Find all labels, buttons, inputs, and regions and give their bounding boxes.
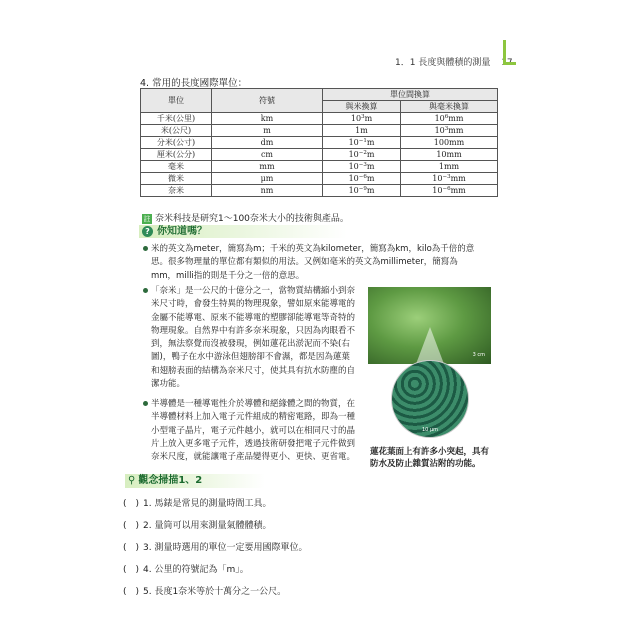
page-number: 17 [501,58,513,68]
millimeter-conversion-cell: $10^3mm$ [401,125,498,137]
chapter-title: 1．1 長度與體積的測量 [395,58,491,68]
millimeter-conversion-cell: 1mm [401,161,498,173]
question-item: ( ) 3. 測量時選用的單位一定要用國際單位。 [123,540,307,553]
symbol-cell: μm [212,173,323,185]
note-icon: 註 [143,214,151,223]
meter-conversion-cell: $10^{-6}m$ [323,173,401,185]
concept-title: 觀念掃描1、2 [138,475,203,486]
question-item: ( ) 2. 量筒可以用來測量氣體體積。 [123,518,271,531]
meter-conversion-cell: $10^{-9}m$ [323,185,401,197]
answer-blank[interactable]: ( ) [123,521,140,531]
table-row [141,125,498,137]
bullet-icon [143,288,148,293]
unit-cell: 毫米 [141,161,212,173]
units-table [140,88,498,197]
answer-blank[interactable]: ( ) [123,565,140,575]
lotus-leaf-photo [368,287,491,364]
header-meter: 與米換算 [323,101,401,113]
paragraph-meter: 米的英文為meter，簡寫為m；千米的英文為kilometer，簡寫為km，kilo為千倍的意 思。很多物理量的單位都有類似的用法。又例如毫米的英文為millimeter，簡寫為 mm，milli指的則是千分之一倍的意思。 [143,243,474,283]
question-icon: ? [142,226,153,237]
millimeter-conversion-cell: 100mm [401,137,498,149]
photo-caption: 蓮花葉面上有許多小突起，具有 防水及防止雜質沾附的功能。 [370,447,490,469]
question-item: ( ) 4. 公里的符號記為「m」。 [123,562,249,575]
unit-cell: 千米(公里) [141,113,212,125]
paragraph-nano: 「奈米」是一公尺的十億分之一，當物質結構縮小到奈 米尺寸時，會發生特異的物理現象，譬如原來能導電的 金屬不能導電、原來不能導電的塑膠卻能導電等奇特的 物理現象。自然界中有許多奈米現象，只因為肉眼看不 到，無法察覺而沒被發現，例如蓮花出淤泥而不染(右 圖)，鴨子在水中游泳但翅膀卻不會濕，都是因為蓮葉 和翅膀表面的結構為奈米尺寸，使其具有抗水防塵的自 潔功能。 [143,285,355,391]
symbol-cell: mm [212,161,323,173]
table-row [141,149,498,161]
symbol-cell: km [212,113,323,125]
millimeter-conversion-cell: $10^{-3}mm$ [401,173,498,185]
scale-label: 3 cm [472,352,485,358]
meter-conversion-cell: $10^{-3}m$ [323,161,401,173]
concept-scan-banner [125,474,265,488]
leaf-microstructure-photo [391,360,469,438]
note-text: 奈米科技是研究1～100奈米大小的技術與產品。 [155,214,349,224]
paragraph-semiconductor: 半導體是一種導電性介於導體和絕緣體之間的物質，在 半導體材料上加入電子元件組成的精密電路，即為一種 小型電子晶片，電子元件越小，就可以在相同尺寸的晶 片上放入更多電子元件，透過技術研發把電子元件做到 奈米尺度，就能讓電子產品變得更小、更快、更省電。 [143,398,355,464]
section-heading: 4. 常用的長度國際單位： [140,78,248,89]
meter-conversion-cell: $10^{-1}m$ [323,137,401,149]
table-row [141,161,498,173]
table-row [141,113,498,125]
millimeter-conversion-cell: 10mm [401,149,498,161]
magnifier-icon: ⚲ [128,475,136,486]
meter-conversion-cell: 1m [323,125,401,137]
nano-note [142,211,349,224]
page-header [395,55,513,68]
corner-mark-icon [503,40,516,65]
bullet-icon [143,401,148,406]
header-unit: 單位 [141,89,212,113]
question-item: ( ) 5. 長度1奈米等於十萬分之一公尺。 [123,584,286,597]
table-row [141,173,498,185]
scale-label: 10 μm [422,427,439,433]
symbol-cell: dm [212,137,323,149]
answer-blank[interactable]: ( ) [123,543,140,553]
millimeter-conversion-cell: $10^6mm$ [401,113,498,125]
unit-cell: 分米(公寸) [141,137,212,149]
question-item: ( ) 1. 馬錶是常見的測量時間工具。 [123,496,271,509]
did-you-know-title: 你知道嗎？ [157,226,207,237]
symbol-cell: nm [212,185,323,197]
symbol-cell: m [212,125,323,137]
unit-cell: 微米 [141,173,212,185]
unit-cell: 奈米 [141,185,212,197]
header-symbol: 符號 [212,89,323,113]
unit-cell: 厘米(公分) [141,149,212,161]
meter-conversion-cell: $10^{-2}m$ [323,149,401,161]
answer-blank[interactable]: ( ) [123,499,140,509]
meter-conversion-cell: $10^3m$ [323,113,401,125]
did-you-know-banner [139,225,347,238]
table-row [141,137,498,149]
symbol-cell: cm [212,149,323,161]
table-row [141,185,498,197]
millimeter-conversion-cell: $10^{-6}mm$ [401,185,498,197]
header-conversion: 單位間換算 [323,89,498,101]
header-millimeter: 與毫米換算 [401,101,498,113]
answer-blank[interactable]: ( ) [123,587,140,597]
unit-cell: 米(公尺) [141,125,212,137]
bullet-icon [143,246,148,251]
zoom-cone [416,327,444,364]
